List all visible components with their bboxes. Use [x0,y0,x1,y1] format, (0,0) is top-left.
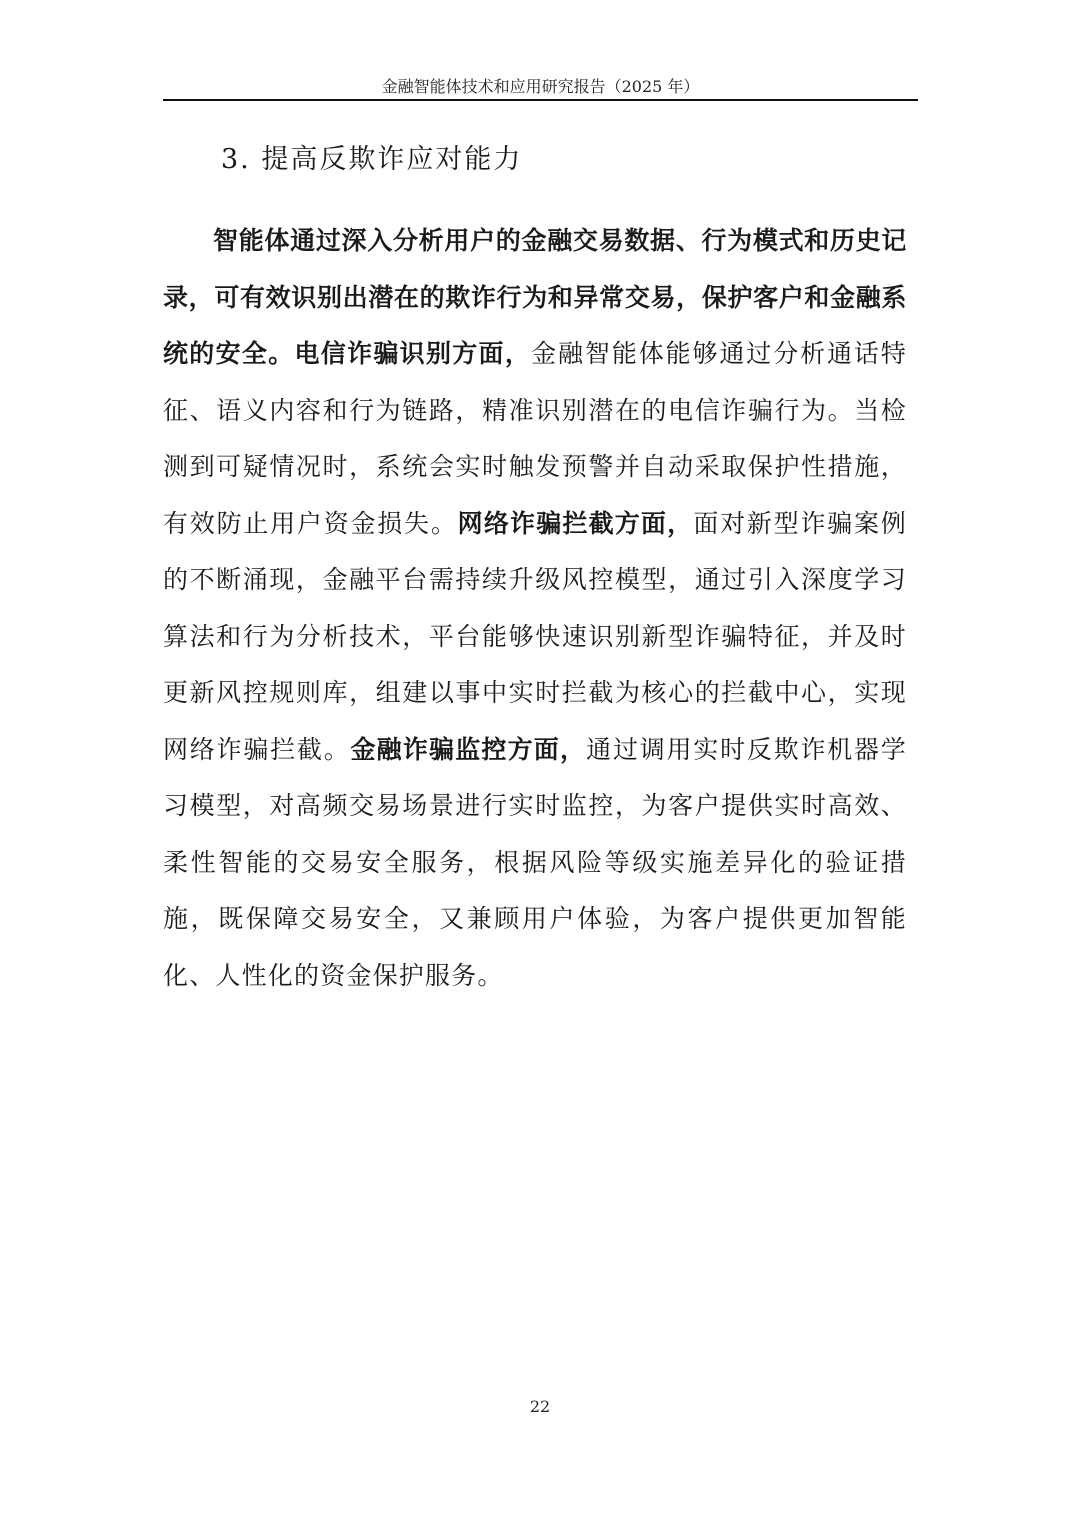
financial-fraud-text: 通过调用实时反欺诈机器学习模型，对高频交易场景进行实时监控，为客户提供实时高效、柔性智能的交易安全服务，根据风险等级实施差异化的验证措施，既保障交易安全，又兼顾用户体验，为客户提供更加智能化、人性化的资金保护服务。 [163,734,908,990]
network-fraud-heading: 网络诈骗拦截方面， [457,508,694,538]
lead-sentence: 智能体通过深入分析用户的金融交易数据、行为模式和历史记录，可有效识别出潜在的欺诈行为和异常交易，保护客户和金融系统的安全。 [163,226,907,368]
body-paragraph [163,213,907,1004]
network-fraud-text: 面对新型诈骗案例的不断涌现，金融平台需持续升级风控模型，通过引入深度学习算法和行为分析技术，平台能够快速识别新型诈骗特征，并及时更新风控规则库，组建以事中实时拦截为核心的拦截中心，实现网络诈骗拦截。 [163,508,908,764]
section-title: 3. 提高反欺诈应对能力 [221,144,523,175]
running-header: 金融智能体技术和应用研究报告（2025 年） [381,77,700,96]
page-number: 22 [529,1397,551,1416]
header-divider [163,99,918,101]
telecom-fraud-text: 金融智能体能够通过分析通话特征、语义内容和行为链路，精准识别潜在的电信诈骗行为。当检测到可疑情况时，系统会实时触发预警并自动采取保护性措施，有效防止用户资金损失。 [163,339,907,538]
telecom-fraud-heading: 电信诈骗识别方面， [294,339,532,368]
financial-fraud-heading: 金融诈骗监控方面， [350,734,587,764]
